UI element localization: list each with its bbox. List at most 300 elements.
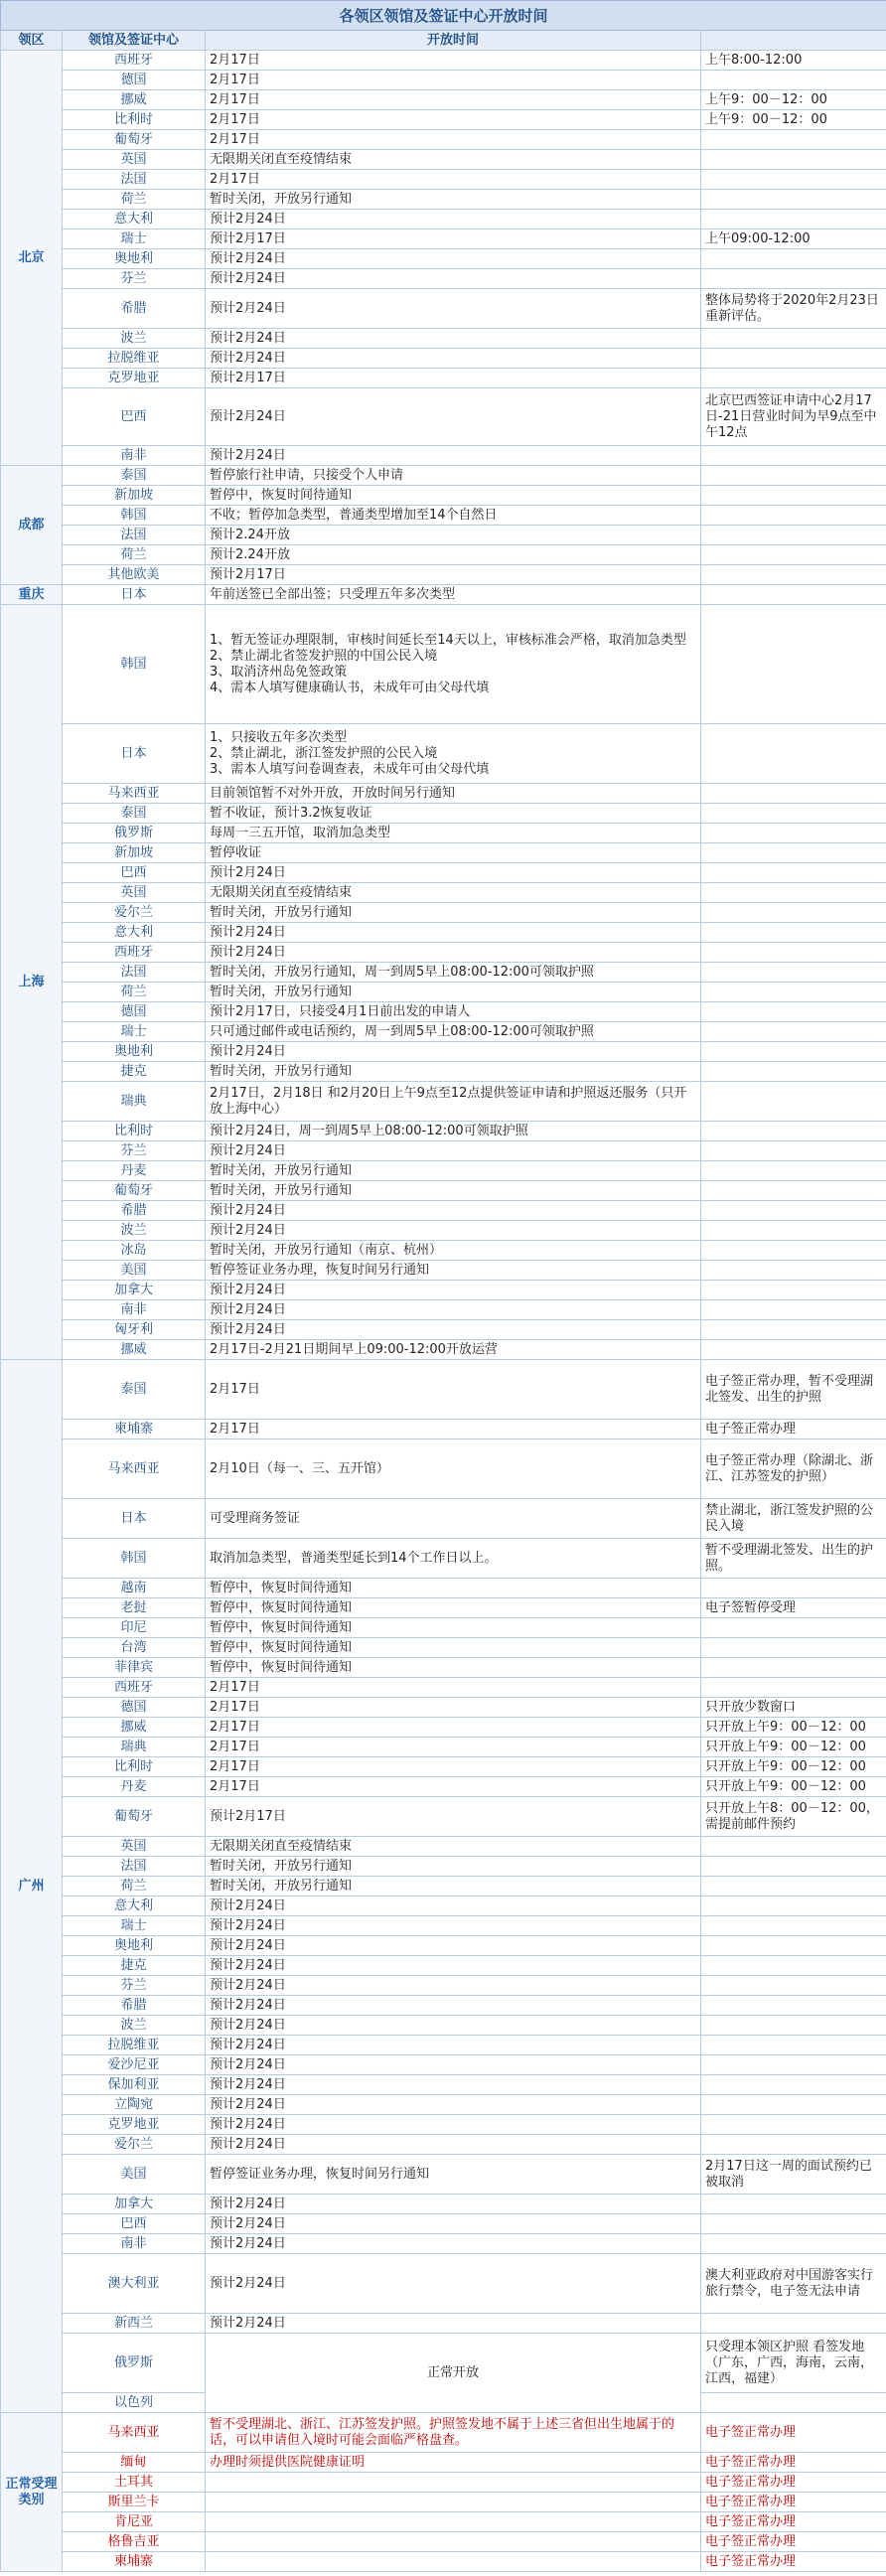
hours-cell: 暂停中，恢复时间待通知: [206, 1658, 701, 1678]
note-cell: [701, 1201, 886, 1221]
table-row: [1, 2314, 886, 2334]
mission-cell: 美国: [63, 2155, 206, 2195]
table-row: [1, 545, 886, 565]
mission-cell: 荷兰: [63, 190, 206, 210]
hours-cell: 2月17日: [206, 1738, 701, 1757]
hours-cell: 预计2月24日: [206, 1042, 701, 1062]
table-row: [1, 1698, 886, 1718]
mission-cell: 法国: [63, 526, 206, 545]
hours-cell: 正常开放: [206, 2334, 701, 2413]
note-cell: [701, 1300, 886, 1320]
mission-cell: 波兰: [63, 329, 206, 349]
table-row: [1, 2155, 886, 2195]
table-row: [1, 1201, 886, 1221]
hours-cell: [206, 2532, 701, 2552]
note-cell: 只开放上午9：00－12：00: [701, 1757, 886, 1777]
hours-cell: 预计2月17日，只接受4月1日前出发的申请人: [206, 1002, 701, 1022]
hours-cell: 2月17日: [206, 1777, 701, 1797]
table-row: [1, 210, 886, 229]
hours-cell: 2月17日: [206, 170, 701, 190]
table-row: [1, 1062, 886, 1082]
table-row: [1, 1877, 886, 1896]
table-row: [1, 1936, 886, 1956]
note-cell: [701, 1221, 886, 1241]
mission-cell: 比利时: [63, 1122, 206, 1141]
table-row: [1, 388, 886, 446]
mission-cell: 德国: [63, 1698, 206, 1718]
hours-cell: 1、只接收五年多次类型 2、禁止湖北，浙江签发护照的公民入境 3、需本人填写问卷调查表，未成年可由父母代填: [206, 724, 701, 784]
table-row: [1, 51, 886, 71]
hours-cell: 2月17日: [206, 71, 701, 90]
table-row: [1, 843, 886, 863]
mission-cell: 泰国: [63, 466, 206, 486]
table-row: [1, 110, 886, 130]
note-cell: [701, 1579, 886, 1598]
note-cell: [701, 1141, 886, 1161]
hours-cell: 暂停收证: [206, 843, 701, 863]
mission-cell: 菲律宾: [63, 1658, 206, 1678]
table-row: [1, 2055, 886, 2075]
hours-cell: 预计2月24日: [206, 2135, 701, 2155]
table-row: [1, 1857, 886, 1877]
mission-cell: 巴西: [63, 863, 206, 883]
note-cell: [701, 349, 886, 369]
mission-cell: 意大利: [63, 923, 206, 943]
hours-cell: 每周一三五开馆，取消加急类型: [206, 824, 701, 843]
mission-cell: 肯尼亚: [63, 2512, 206, 2532]
mission-cell: 捷克: [63, 1062, 206, 1082]
hours-cell: 目前领馆暂不对外开放，开放时间另行通知: [206, 784, 701, 804]
table-row: [1, 923, 886, 943]
note-cell: [701, 605, 886, 724]
mission-cell: 希腊: [63, 1996, 206, 2016]
hours-cell: 2月17日: [206, 130, 701, 150]
table-row: [1, 1122, 886, 1141]
mission-cell: 俄罗斯: [63, 824, 206, 843]
mission-cell: 泰国: [63, 1360, 206, 1420]
table-row: [1, 883, 886, 903]
hours-cell: 暂时关闭，开放另行通知: [206, 190, 701, 210]
mission-cell: 格鲁吉亚: [63, 2532, 206, 2552]
hours-cell: 预计2月24日: [206, 249, 701, 269]
note-cell: [701, 1002, 886, 1022]
hours-cell: 暂停中，恢复时间待通知: [206, 1618, 701, 1638]
mission-cell: 意大利: [63, 1896, 206, 1916]
hours-cell: 预计2月24日: [206, 2095, 701, 2115]
mission-cell: 法国: [63, 1857, 206, 1877]
hours-cell: 暂停中，恢复时间待通知: [206, 1579, 701, 1598]
hours-cell: 暂时关闭，开放另行通知，周一到周5早上08:00-12:00可领取护照: [206, 963, 701, 983]
mission-cell: 克罗地亚: [63, 2115, 206, 2135]
hours-cell: 2月17日，2月18日 和2月20日上午9点至12点提供签证申请和护照返还服务（只开放上海中心）: [206, 1082, 701, 1122]
hours-cell: 预计2月24日: [206, 1956, 701, 1976]
hours-cell: 暂停中，恢复时间待通知: [206, 486, 701, 506]
hours-cell: 预计2月24日: [206, 1320, 701, 1340]
table-row: [1, 1002, 886, 1022]
table-row: [1, 1161, 886, 1181]
mission-cell: 匈牙利: [63, 1320, 206, 1340]
table-row: [1, 2254, 886, 2314]
note-cell: [701, 1956, 886, 1976]
table-row: [1, 724, 886, 784]
note-cell: 电子签正常办理: [701, 2532, 886, 2552]
note-cell: 电子签正常办理: [701, 2473, 886, 2493]
header-row: [1, 31, 886, 51]
table-row: [1, 2473, 886, 2493]
table-row: [1, 1658, 886, 1678]
note-cell: 澳大利亚政府对中国游客实行旅行禁令，电子签无法申请: [701, 2254, 886, 2314]
hours-cell: 暂时关闭，开放另行通知: [206, 1161, 701, 1181]
table-row: [1, 90, 886, 110]
table-row: [1, 2552, 886, 2572]
mission-cell: 希腊: [63, 289, 206, 329]
hours-cell: 预计2月24日: [206, 923, 701, 943]
hours-cell: 暂停中，恢复时间待通知: [206, 1598, 701, 1618]
hours-cell: 暂不受理湖北、浙江、江苏签发护照。护照签发地不属于上述三省但出生地属于的话，可以申请但入境时可能会面临严格盘查。: [206, 2413, 701, 2453]
table-row: [1, 1976, 886, 1996]
table-row: [1, 2036, 886, 2055]
hours-cell: 预计2月24日: [206, 1281, 701, 1300]
note-cell: [701, 1936, 886, 1956]
hours-cell: 预计2月24日，周一到周5早上08:00-12:00可领取护照: [206, 1122, 701, 1141]
table-row: [1, 1340, 886, 1360]
table-row: [1, 446, 886, 466]
table-row: [1, 2512, 886, 2532]
region-cell: 重庆: [1, 585, 63, 605]
mission-cell: 丹麦: [63, 1161, 206, 1181]
table-row: [1, 2453, 886, 2473]
note-cell: [701, 486, 886, 506]
mission-cell: 挪威: [63, 1718, 206, 1738]
note-cell: [701, 963, 886, 983]
note-cell: [701, 1042, 886, 1062]
note-cell: [701, 1896, 886, 1916]
hours-cell: 无限期关闭直至疫情结束: [206, 1837, 701, 1857]
mission-cell: 荷兰: [63, 1877, 206, 1896]
mission-cell: 其他欧美: [63, 565, 206, 585]
mission-cell: 美国: [63, 1261, 206, 1281]
mission-cell: 俄罗斯: [63, 2334, 206, 2393]
mission-cell: 缅甸: [63, 2453, 206, 2473]
hours-cell: 预计2月24日: [206, 943, 701, 963]
table-row: [1, 863, 886, 883]
table-row: [1, 2075, 886, 2095]
mission-cell: 保加利亚: [63, 2075, 206, 2095]
mission-cell: 冰岛: [63, 1241, 206, 1261]
hours-cell: 2月10日（每一、三、五开馆）: [206, 1440, 701, 1499]
mission-cell: 克罗地亚: [63, 369, 206, 388]
note-cell: [701, 1241, 886, 1261]
mission-cell: 日本: [63, 724, 206, 784]
table-row: [1, 170, 886, 190]
mission-cell: 芬兰: [63, 1976, 206, 1996]
table-row: [1, 1996, 886, 2016]
note-cell: [701, 1678, 886, 1698]
hours-cell: 年前送签已全部出签；只受理五年多次类型: [206, 585, 701, 605]
note-cell: [701, 883, 886, 903]
mission-cell: 芬兰: [63, 1141, 206, 1161]
column-header: 领区: [1, 31, 63, 51]
note-cell: [701, 1022, 886, 1042]
note-cell: [701, 150, 886, 170]
table-row: [1, 369, 886, 388]
mission-cell: 柬埔寨: [63, 1420, 206, 1440]
hours-cell: 暂时关闭，开放另行通知: [206, 1877, 701, 1896]
hours-cell: 预计2月24日: [206, 2115, 701, 2135]
hours-cell: 预计2月24日: [206, 329, 701, 349]
mission-cell: 巴西: [63, 2214, 206, 2234]
table-row: [1, 506, 886, 526]
table-row: [1, 1420, 886, 1440]
hours-cell: 预计2月24日: [206, 2075, 701, 2095]
note-cell: 禁止湖北，浙江签发护照的公民入境: [701, 1499, 886, 1539]
note-cell: 电子签正常办理: [701, 2512, 886, 2532]
note-cell: [701, 983, 886, 1002]
table-row: [1, 1638, 886, 1658]
table-title: 各领区领馆及签证中心开放时间: [1, 1, 886, 31]
note-cell: 上午9：00－12：00: [701, 110, 886, 130]
hours-cell: 只可通过邮件或电话预约，周一到周5早上08:00-12:00可领取护照: [206, 1022, 701, 1042]
note-cell: 上午8:00-12:00: [701, 51, 886, 71]
hours-cell: 预计2.24开放: [206, 545, 701, 565]
note-cell: [701, 210, 886, 229]
note-cell: [701, 2393, 886, 2413]
note-cell: [701, 2115, 886, 2135]
table-row: [1, 1181, 886, 1201]
table-row: [1, 349, 886, 369]
note-cell: [701, 2314, 886, 2334]
table-row: [1, 150, 886, 170]
mission-cell: 韩国: [63, 605, 206, 724]
mission-cell: 新加坡: [63, 486, 206, 506]
hours-cell: [206, 2552, 701, 2572]
column-header: 开放时间: [206, 31, 701, 51]
note-cell: [701, 269, 886, 289]
note-cell: [701, 1340, 886, 1360]
region-cell: 上海: [1, 605, 63, 1360]
hours-cell: 2月17日: [206, 1360, 701, 1420]
mission-cell: 老挝: [63, 1598, 206, 1618]
hours-cell: 2月17日: [206, 1420, 701, 1440]
note-cell: [701, 170, 886, 190]
mission-cell: 荷兰: [63, 545, 206, 565]
note-cell: [701, 1877, 886, 1896]
mission-cell: 韩国: [63, 1539, 206, 1579]
mission-cell: 爱沙尼亚: [63, 2055, 206, 2075]
table-row: [1, 1022, 886, 1042]
hours-cell: 预计2月24日: [206, 1201, 701, 1221]
note-cell: [701, 943, 886, 963]
table-row: [1, 1579, 886, 1598]
mission-cell: 英国: [63, 1837, 206, 1857]
table-row: [1, 2195, 886, 2214]
mission-cell: 拉脱维亚: [63, 2036, 206, 2055]
mission-cell: 法国: [63, 170, 206, 190]
hours-cell: 2月17日: [206, 90, 701, 110]
hours-cell: [206, 2512, 701, 2532]
note-cell: 只开放上午9：00－12：00: [701, 1718, 886, 1738]
table-row: [1, 983, 886, 1002]
mission-cell: 英国: [63, 150, 206, 170]
note-cell: [701, 1281, 886, 1300]
note-cell: [701, 1837, 886, 1857]
hours-cell: 预计2月24日: [206, 1896, 701, 1916]
table-row: [1, 2493, 886, 2512]
table-row: [1, 1082, 886, 1122]
column-header: 领馆及签证中心: [63, 31, 206, 51]
mission-cell: 奥地利: [63, 1936, 206, 1956]
table-row: [1, 585, 886, 605]
mission-cell: 拉脱维亚: [63, 349, 206, 369]
hours-cell: [206, 2493, 701, 2512]
note-cell: [701, 565, 886, 585]
table-row: [1, 1042, 886, 1062]
mission-cell: 德国: [63, 71, 206, 90]
mission-cell: 南非: [63, 446, 206, 466]
note-cell: 整体局势将于2020年2月23日重新评估。: [701, 289, 886, 329]
hours-cell: 2月17日: [206, 1757, 701, 1777]
table-row: [1, 1221, 886, 1241]
note-cell: [701, 1857, 886, 1877]
mission-cell: 立陶宛: [63, 2095, 206, 2115]
mission-cell: 葡萄牙: [63, 130, 206, 150]
note-cell: 只开放上午9：00－12：00: [701, 1777, 886, 1797]
table-row: [1, 2115, 886, 2135]
hours-cell: 取消加急类型，普通类型延长到14个工作日以上。: [206, 1539, 701, 1579]
mission-cell: 印尼: [63, 1618, 206, 1638]
note-cell: [701, 71, 886, 90]
table-row: [1, 269, 886, 289]
table-row: [1, 1896, 886, 1916]
mission-cell: 捷克: [63, 1956, 206, 1976]
note-cell: [701, 824, 886, 843]
title-row: [1, 1, 886, 31]
table-row: [1, 1300, 886, 1320]
table-row: [1, 1738, 886, 1757]
mission-cell: 西班牙: [63, 1678, 206, 1698]
region-cell: 成都: [1, 466, 63, 585]
mission-cell: 日本: [63, 1499, 206, 1539]
hours-cell: 2月17日: [206, 1678, 701, 1698]
hours-cell: 预计2月24日: [206, 1976, 701, 1996]
hours-cell: 预计2月24日: [206, 2055, 701, 2075]
table-row: [1, 1499, 886, 1539]
note-cell: [701, 784, 886, 804]
note-cell: [701, 526, 886, 545]
mission-cell: 新加坡: [63, 843, 206, 863]
note-cell: [701, 2214, 886, 2234]
note-cell: [701, 249, 886, 269]
table-row: [1, 824, 886, 843]
note-cell: [701, 329, 886, 349]
region-cell: 北京: [1, 51, 63, 466]
hours-cell: 无限期关闭直至疫情结束: [206, 883, 701, 903]
table-row: [1, 249, 886, 269]
note-cell: [701, 1638, 886, 1658]
mission-cell: 加拿大: [63, 2195, 206, 2214]
note-cell: [701, 843, 886, 863]
table-row: [1, 289, 886, 329]
note-cell: [701, 2095, 886, 2115]
note-cell: [701, 724, 886, 784]
table-row: [1, 1678, 886, 1698]
table-row: [1, 1956, 886, 1976]
mission-cell: 波兰: [63, 2016, 206, 2036]
hours-cell: 预计2月24日: [206, 2314, 701, 2334]
hours-cell: 预计2月24日: [206, 2016, 701, 2036]
note-cell: 电子签正常办理: [701, 2552, 886, 2572]
table-row: [1, 565, 886, 585]
hours-cell: 预计2月24日: [206, 1996, 701, 2016]
hours-cell: 预计2月24日: [206, 2234, 701, 2254]
note-cell: 电子签正常办理: [701, 2413, 886, 2453]
hours-cell: 2月17日: [206, 51, 701, 71]
mission-cell: 比利时: [63, 110, 206, 130]
table-row: [1, 190, 886, 210]
note-cell: [701, 190, 886, 210]
mission-cell: 马来西亚: [63, 784, 206, 804]
mission-cell: 爱尔兰: [63, 903, 206, 923]
mission-cell: 越南: [63, 1579, 206, 1598]
mission-cell: 西班牙: [63, 943, 206, 963]
note-cell: 上午9：00－12：00: [701, 90, 886, 110]
note-cell: [701, 2135, 886, 2155]
mission-cell: 挪威: [63, 1340, 206, 1360]
note-cell: 电子签正常办理: [701, 1420, 886, 1440]
note-cell: 电子签正常办理: [701, 2493, 886, 2512]
mission-cell: 南非: [63, 2234, 206, 2254]
mission-cell: 澳大利亚: [63, 2254, 206, 2314]
hours-cell: 暂停中，恢复时间待通知: [206, 1638, 701, 1658]
note-cell: [701, 466, 886, 486]
note-cell: [701, 903, 886, 923]
hours-cell: 预计2月24日: [206, 1141, 701, 1161]
mission-cell: 巴西: [63, 388, 206, 446]
note-cell: [701, 1082, 886, 1122]
table-row: [1, 963, 886, 983]
note-cell: [701, 1618, 886, 1638]
table-row: [1, 2095, 886, 2115]
mission-cell: 西班牙: [63, 51, 206, 71]
hours-cell: 预计2月17日: [206, 369, 701, 388]
table-row: [1, 1797, 886, 1837]
mission-cell: 瑞士: [63, 1916, 206, 1936]
table-row: [1, 1320, 886, 1340]
mission-cell: 马来西亚: [63, 1440, 206, 1499]
hours-cell: 暂停签证业务办理，恢复时间另行通知: [206, 1261, 701, 1281]
mission-cell: 比利时: [63, 1757, 206, 1777]
mission-cell: 奥地利: [63, 249, 206, 269]
table-row: [1, 1916, 886, 1936]
table-row: [1, 1241, 886, 1261]
mission-cell: 荷兰: [63, 983, 206, 1002]
hours-cell: 1、暂无签证办理限制，审核时间延长至14天以上，审核标准会严格，取消加急类型 2、禁止湖北省签发护照的中国公民入境 3、取消济州岛免签政策 4、需本人填写健康确认书，未成年可由父母代填: [206, 605, 701, 724]
hours-cell: 预计2月17日: [206, 229, 701, 249]
table-row: [1, 130, 886, 150]
table-row: [1, 486, 886, 506]
hours-cell: 预计2月24日: [206, 269, 701, 289]
table-row: [1, 2532, 886, 2552]
mission-cell: 德国: [63, 1002, 206, 1022]
mission-cell: 泰国: [63, 804, 206, 824]
table-row: [1, 784, 886, 804]
note-cell: [701, 585, 886, 605]
note-cell: [701, 1996, 886, 2016]
table-row: [1, 329, 886, 349]
mission-cell: 斯里兰卡: [63, 2493, 206, 2512]
hours-cell: 预计2月24日: [206, 2036, 701, 2055]
hours-cell: 暂时关闭，开放另行通知: [206, 903, 701, 923]
